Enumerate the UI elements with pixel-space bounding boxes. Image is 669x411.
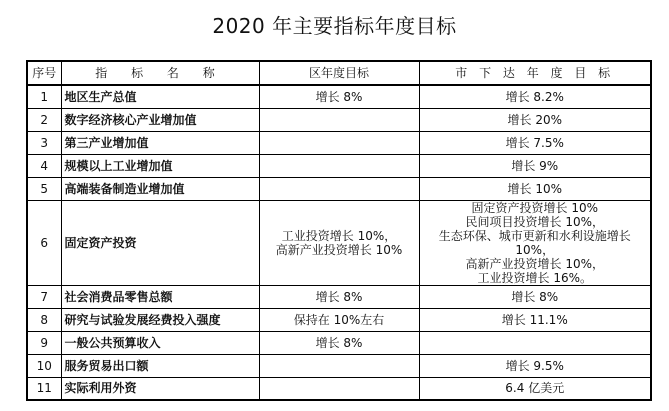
city-target-line: 生态环保、城市更新和水利设施增长 10%，	[438, 228, 631, 257]
city-target	[419, 131, 651, 154]
district-target	[259, 377, 419, 400]
table-row	[27, 108, 651, 131]
row-number: 4	[27, 154, 61, 177]
row-number: 1	[27, 85, 61, 108]
indicator-name: 固定资产投资	[61, 200, 259, 285]
city-target-line: 固定资产投资增长 10%	[471, 200, 598, 215]
city-target	[419, 200, 651, 285]
header-city-target: 市 下 达 年 度 目 标	[419, 61, 651, 85]
city-target	[419, 354, 651, 377]
table-row	[27, 154, 651, 177]
indicator-name: 研究与试验发展经费投入强度	[61, 308, 259, 331]
city-target-line: 增长 9%	[511, 158, 559, 173]
table-row	[27, 377, 651, 400]
district-target-line: 工业投资增长 10%，	[281, 228, 397, 243]
city-target	[419, 285, 651, 308]
row-number: 9	[27, 331, 61, 354]
district-target-line: 高新产业投资增长 10%	[275, 242, 403, 257]
row-number: 3	[27, 131, 61, 154]
district-target	[259, 108, 419, 131]
city-target-line: 民间项目投资增长 10%，	[465, 214, 604, 229]
district-target	[259, 308, 419, 331]
table-row	[27, 308, 651, 331]
indicator-name: 服务贸易出口额	[61, 354, 259, 377]
table-row	[27, 331, 651, 354]
row-number: 8	[27, 308, 61, 331]
city-target-line: 高新产业投资增长 10%，	[465, 256, 604, 271]
header-indicator-name: 指 标 名 称	[61, 61, 259, 85]
table-row	[27, 200, 651, 285]
city-target-line: 增长 11.1%	[501, 312, 568, 327]
table-row	[27, 354, 651, 377]
city-target-line: 增长 10%	[507, 181, 562, 196]
city-target	[419, 331, 651, 354]
document-title: 2020 年主要指标年度目标	[212, 14, 457, 38]
city-target-line: 增长 9.5%	[505, 358, 564, 373]
district-target	[259, 285, 419, 308]
row-number: 6	[27, 200, 61, 285]
city-target	[419, 177, 651, 200]
indicator-name: 规模以上工业增加值	[61, 154, 259, 177]
district-target	[259, 131, 419, 154]
city-target	[419, 85, 651, 108]
city-target-line: 6.4 亿美元	[505, 381, 565, 396]
city-target	[419, 154, 651, 177]
indicator-name: 一般公共预算收入	[61, 331, 259, 354]
row-number: 10	[27, 354, 61, 377]
table-row	[27, 85, 651, 108]
header-district-target: 区年度目标	[259, 61, 419, 85]
district-target	[259, 200, 419, 285]
table-body	[27, 85, 651, 400]
city-target-line: 增长 8.2%	[505, 89, 564, 104]
indicator-name: 地区生产总值	[61, 85, 259, 108]
header-row	[27, 61, 651, 85]
header-no: 序号	[27, 61, 61, 85]
district-target	[259, 85, 419, 108]
district-target-line: 增长 8%	[315, 335, 363, 350]
district-target-line: 增长 8%	[315, 289, 363, 304]
district-target-line: 保持在 10%左右	[293, 312, 385, 327]
city-target-line: 增长 8%	[511, 289, 559, 304]
indicator-name: 实际利用外资	[61, 377, 259, 400]
indicator-name: 数字经济核心产业增加值	[61, 108, 259, 131]
city-target-line: 工业投资增长 16%。	[477, 270, 592, 285]
table-row	[27, 131, 651, 154]
city-target-line: 增长 20%	[507, 112, 562, 127]
indicator-name: 第三产业增加值	[61, 131, 259, 154]
city-target	[419, 377, 651, 400]
table-row	[27, 177, 651, 200]
district-target	[259, 177, 419, 200]
table-row	[27, 285, 651, 308]
district-target-line: 增长 8%	[315, 89, 363, 104]
city-target-line: 增长 7.5%	[505, 135, 564, 150]
district-target	[259, 354, 419, 377]
district-target	[259, 154, 419, 177]
district-target	[259, 331, 419, 354]
row-number: 11	[27, 377, 61, 400]
indicator-name: 社会消费品零售总额	[61, 285, 259, 308]
row-number: 5	[27, 177, 61, 200]
row-number: 2	[27, 108, 61, 131]
city-target	[419, 308, 651, 331]
city-target	[419, 108, 651, 131]
row-number: 7	[27, 285, 61, 308]
indicator-name: 高端装备制造业增加值	[61, 177, 259, 200]
targets-table	[26, 60, 652, 401]
